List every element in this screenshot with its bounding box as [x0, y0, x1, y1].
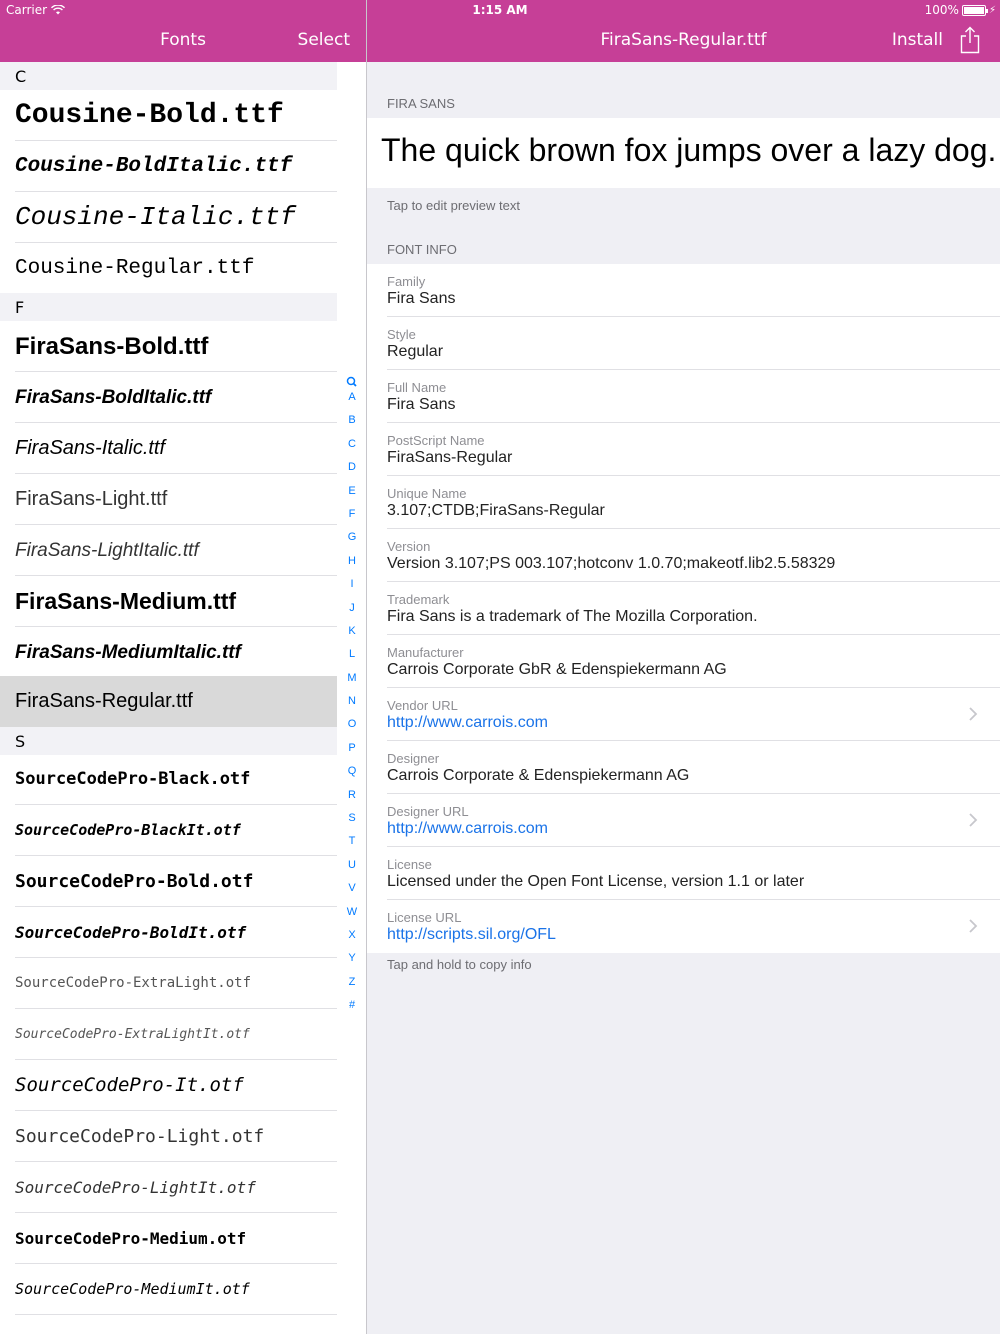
font-row[interactable]	[0, 856, 337, 907]
info-value: Fira Sans is a trademark of The Mozilla Corporation.	[387, 608, 758, 625]
font-row[interactable]	[0, 525, 337, 576]
font-row[interactable]	[0, 423, 337, 474]
index-letter[interactable]: P	[348, 741, 356, 754]
info-label: Family	[387, 274, 426, 289]
info-value: Licensed under the Open Font License, version 1.1 or later	[387, 873, 805, 890]
info-label: Manufacturer	[387, 645, 464, 660]
info-row	[367, 529, 1000, 582]
index-letter[interactable]: D	[348, 461, 356, 474]
font-row-label: FiraSans-Light.ttf	[15, 488, 168, 510]
font-row-label: Cousine-Italic.ttf	[15, 202, 296, 232]
info-value: Fira Sans	[387, 290, 456, 307]
info-row	[367, 635, 1000, 688]
font-row[interactable]	[0, 1009, 337, 1060]
chevron-right-icon[interactable]	[968, 918, 978, 934]
index-letter[interactable]: U	[348, 858, 356, 871]
font-row-label: Cousine-BoldItalic.ttf	[15, 155, 293, 178]
font-row-label: FiraSans-Medium.ttf	[15, 588, 237, 614]
font-row[interactable]	[0, 576, 337, 627]
info-label: License URL	[387, 910, 462, 925]
preview-text[interactable]: The quick brown fox jumps over a lazy dog.	[381, 132, 997, 168]
detail-nav-bar	[367, 20, 1000, 62]
index-letter[interactable]: G	[347, 531, 357, 544]
info-label: Trademark	[387, 592, 450, 607]
font-row[interactable]	[0, 1264, 337, 1315]
font-row[interactable]	[0, 1060, 337, 1111]
index-letter[interactable]: W	[346, 905, 358, 918]
status-bar	[0, 0, 1000, 20]
font-row[interactable]	[0, 141, 337, 192]
select-button[interactable]: Select	[297, 30, 350, 50]
font-info-list	[367, 264, 1000, 953]
info-row	[367, 847, 1000, 900]
charging-icon: ⚡	[988, 4, 996, 16]
info-row	[367, 476, 1000, 529]
font-row[interactable]	[0, 805, 337, 856]
index-letter[interactable]: L	[348, 648, 356, 661]
status-time: 1:15 AM	[472, 3, 528, 17]
battery-icon	[962, 5, 986, 16]
search-icon[interactable]	[340, 375, 364, 391]
info-link[interactable]: http://www.carrois.com	[387, 714, 548, 731]
index-letter[interactable]: O	[347, 718, 357, 731]
share-icon[interactable]	[960, 26, 980, 54]
index-letter[interactable]: C	[348, 437, 356, 450]
index-letter[interactable]: A	[348, 391, 356, 403]
index-letter[interactable]: X	[348, 928, 356, 941]
index-letter[interactable]: T	[348, 835, 356, 848]
info-label: License	[387, 857, 432, 872]
preview-text-field[interactable]	[367, 118, 1000, 188]
font-row-label: Cousine-Regular.ttf	[15, 257, 255, 280]
top-bar	[0, 0, 1000, 62]
info-label: Vendor URL	[387, 698, 458, 713]
font-row-label: SourceCodePro-Black.otf	[15, 769, 251, 789]
font-row-label: FiraSans-BoldItalic.ttf	[15, 387, 212, 408]
info-label: Designer	[387, 751, 440, 766]
info-row	[367, 582, 1000, 635]
info-value: Carrois Corporate GbR & Edenspiekermann AG	[387, 661, 727, 678]
info-row[interactable]	[367, 794, 1000, 847]
font-row[interactable]	[0, 958, 337, 1009]
font-row-label: SourceCodePro-BoldIt.otf	[15, 923, 247, 942]
index-letter[interactable]: R	[348, 788, 356, 801]
font-row[interactable]	[0, 192, 337, 243]
index-letter[interactable]: N	[348, 695, 356, 708]
info-value: Regular	[387, 343, 444, 360]
font-row[interactable]	[0, 754, 337, 805]
info-row	[367, 264, 1000, 317]
index-letter[interactable]: Z	[348, 975, 356, 988]
index-letter[interactable]: F	[348, 507, 356, 520]
index-letter[interactable]: B	[348, 414, 356, 427]
font-row-label: SourceCodePro-MediumIt.otf	[15, 1280, 250, 1298]
section-header-s: S	[0, 727, 337, 755]
info-row	[367, 741, 1000, 794]
font-row-label: SourceCodePro-Bold.otf	[15, 871, 254, 892]
preview-hint: Tap to edit preview text	[387, 198, 520, 213]
font-row[interactable]	[0, 907, 337, 958]
section-index[interactable]	[340, 375, 364, 1023]
info-value: Fira Sans	[387, 396, 456, 413]
index-letter[interactable]: Q	[347, 765, 357, 778]
font-detail	[367, 62, 1000, 1334]
info-value: FiraSans-Regular	[387, 449, 513, 466]
info-row[interactable]	[367, 688, 1000, 741]
install-button[interactable]: Install	[891, 30, 943, 50]
index-letter[interactable]: J	[349, 601, 355, 614]
carrier-label: Carrier	[6, 3, 48, 17]
index-letter[interactable]: E	[348, 484, 356, 497]
index-letter[interactable]: K	[348, 624, 356, 637]
section-header-f: F	[0, 293, 337, 321]
font-row-label: SourceCodePro-Light.otf	[15, 1126, 265, 1147]
info-row	[367, 423, 1000, 476]
index-letter[interactable]: S	[348, 812, 356, 825]
font-row[interactable]	[0, 1213, 337, 1264]
copy-hint: Tap and hold to copy info	[387, 957, 532, 972]
index-letter[interactable]: I	[350, 578, 354, 591]
index-letter[interactable]: V	[348, 882, 356, 895]
font-row-label: SourceCodePro-ExtraLight.otf	[15, 975, 252, 991]
index-letter[interactable]: Y	[348, 952, 356, 965]
font-row-label: SourceCodePro-Medium.otf	[15, 1229, 247, 1248]
font-row[interactable]	[0, 90, 337, 141]
battery-label: 100%	[924, 3, 959, 17]
font-row-label: SourceCodePro-ExtraLightIt.otf	[15, 1027, 250, 1042]
fonts-title: Fonts	[160, 30, 206, 50]
font-row[interactable]	[0, 627, 337, 678]
chevron-right-icon[interactable]	[968, 812, 978, 828]
font-row-label: SourceCodePro-LightIt.otf	[15, 1178, 256, 1197]
info-row	[367, 370, 1000, 423]
info-label: PostScript Name	[387, 433, 485, 448]
info-value: Carrois Corporate & Edenspiekermann AG	[387, 767, 690, 784]
section-header-c: C	[0, 62, 337, 90]
family-header: FIRA SANS	[387, 96, 455, 111]
info-row	[367, 317, 1000, 370]
info-link[interactable]: http://www.carrois.com	[387, 820, 548, 837]
info-label: Designer URL	[387, 804, 469, 819]
font-row-label: SourceCodePro-It.otf	[15, 1074, 244, 1096]
font-row-selected[interactable]	[0, 676, 337, 727]
font-list[interactable]	[0, 62, 366, 1334]
fonts-nav-bar	[0, 20, 366, 62]
font-row-label: FiraSans-MediumItalic.ttf	[15, 642, 241, 663]
index-letter[interactable]: H	[348, 554, 356, 567]
font-row-label: Cousine-Bold.ttf	[15, 100, 284, 131]
font-row[interactable]	[0, 321, 337, 372]
info-label: Version	[387, 539, 431, 554]
font-row[interactable]	[0, 1162, 337, 1213]
font-row[interactable]	[0, 1111, 337, 1162]
detail-title: FiraSans-Regular.ttf	[600, 30, 767, 50]
index-letter[interactable]: #	[348, 999, 356, 1012]
battery-indicator	[925, 3, 996, 17]
info-label: Unique Name	[387, 486, 467, 501]
info-row[interactable]	[367, 900, 1000, 953]
font-row-label: SourceCodePro-BlackIt.otf	[15, 821, 241, 839]
chevron-right-icon[interactable]	[968, 706, 978, 722]
font-row[interactable]	[0, 372, 337, 423]
font-row[interactable]	[0, 474, 337, 525]
info-label: Full Name	[387, 380, 447, 395]
font-row-label: FiraSans-Bold.ttf	[15, 333, 209, 360]
font-row-label: FiraSans-LightItalic.ttf	[15, 540, 199, 561]
font-row-label: FiraSans-Italic.ttf	[15, 437, 166, 459]
info-value: 3.107;CTDB;FiraSans-Regular	[387, 502, 605, 519]
info-label: Style	[387, 327, 416, 342]
info-value: Version 3.107;PS 003.107;hotconv 1.0.70;makeotf.lib2.5.58329	[387, 555, 836, 572]
index-letter[interactable]: M	[347, 671, 357, 684]
info-link[interactable]: http://scripts.sil.org/OFL	[387, 926, 556, 943]
font-info-header: FONT INFO	[387, 242, 457, 257]
font-row[interactable]	[0, 243, 337, 294]
font-row-label: FiraSans-Regular.ttf	[15, 690, 193, 712]
